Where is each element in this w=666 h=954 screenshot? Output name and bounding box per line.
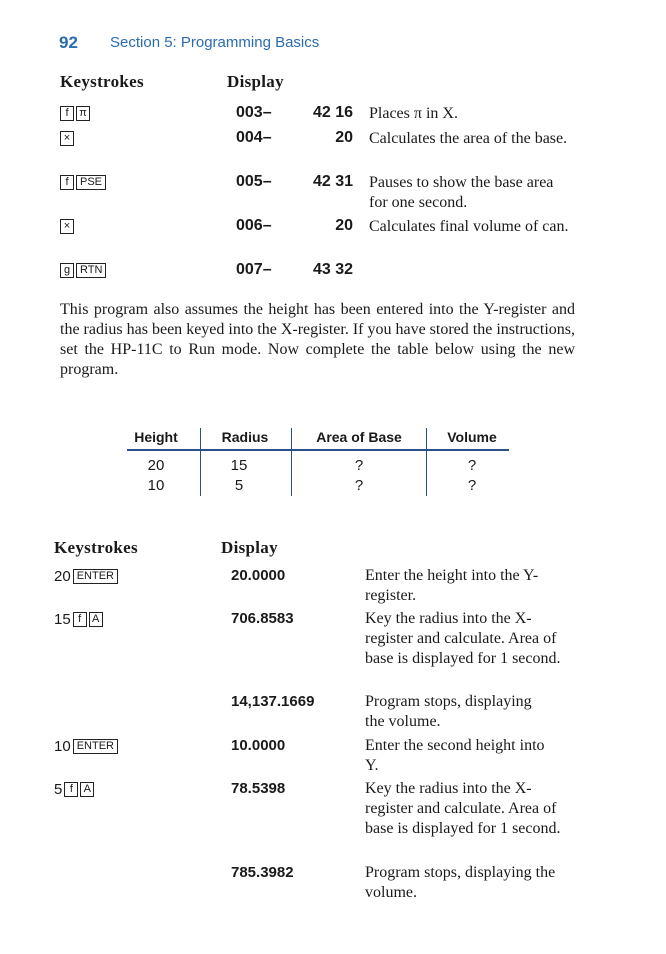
- cell-area: ?: [354, 457, 364, 474]
- program-step: 005–: [236, 173, 272, 190]
- display-heading: Display: [227, 72, 284, 91]
- program-step: 006–: [236, 217, 272, 234]
- step-description: Places π in X.: [369, 105, 458, 122]
- key-code: 42 31: [312, 173, 353, 190]
- header-volume: Volume: [447, 429, 497, 445]
- keystroke-row: [54, 610, 103, 628]
- keystroke-row: [60, 261, 106, 279]
- f-key: f: [60, 175, 74, 190]
- cell-volume: ?: [467, 457, 477, 474]
- display-value: 14,137.1669: [231, 693, 315, 710]
- cell-radius: 15: [230, 457, 248, 474]
- display-value: 20.0000: [231, 567, 286, 584]
- header-area: Area of Base: [316, 429, 402, 445]
- rtn-key: RTN: [76, 263, 106, 278]
- enter-key: ENTER: [73, 569, 118, 584]
- key-code: 20: [335, 129, 353, 146]
- step-description: Calculates the area of the base.: [369, 130, 568, 147]
- enter-key: ENTER: [73, 739, 118, 754]
- keystroke-row: [54, 567, 118, 585]
- a-key: A: [80, 782, 94, 797]
- program-step: 003–: [236, 104, 272, 121]
- cell-volume: ?: [467, 477, 477, 494]
- f-key: f: [64, 782, 78, 797]
- program-step: 007–: [236, 261, 272, 278]
- section-title: Section 5: Programming Basics: [110, 34, 320, 51]
- key-code: 43 32: [312, 261, 353, 278]
- keystroke-row: [54, 780, 94, 798]
- step-description: Program stops, displaying the volume.: [365, 864, 556, 901]
- display-heading-2: Display: [221, 538, 278, 557]
- multiply-key: ×: [60, 219, 74, 234]
- g-key: g: [60, 263, 74, 278]
- header-height: Height: [134, 429, 178, 445]
- f-key: f: [60, 106, 74, 121]
- keystroke-row: [60, 129, 74, 147]
- number-entry: 15: [54, 610, 71, 628]
- cell-area: ?: [354, 477, 364, 494]
- program-step: 004–: [236, 129, 272, 146]
- step-description: Program stops, displaying the volume.: [365, 693, 532, 730]
- step-description: Key the radius into the X-register and calculate. Area of base is displayed for 1 second.: [365, 610, 561, 667]
- step-description: Enter the second height into Y.: [365, 737, 545, 774]
- step-description: Calculates final volume of can.: [369, 218, 569, 235]
- multiply-key: ×: [60, 131, 74, 146]
- f-key: f: [73, 612, 87, 627]
- a-key: A: [89, 612, 103, 627]
- page-number: 92: [59, 33, 78, 52]
- table-rule: [127, 449, 509, 451]
- keystroke-row: [60, 173, 106, 191]
- keystroke-row: [60, 217, 74, 235]
- display-value: 10.0000: [231, 737, 286, 754]
- keystrokes-heading: Keystrokes: [60, 72, 144, 91]
- pse-key: PSE: [76, 175, 106, 190]
- number-entry: 5: [54, 780, 63, 798]
- header-radius: Radius: [221, 429, 269, 445]
- instruction-paragraph: This program also assumes the height has been entered into the Y-register and the radius has been keyed into the X-register. If you have stored the instructions, set the HP-11C to Run mode. Now complete the table below using the new program.: [60, 301, 575, 378]
- key-code: 42 16: [312, 104, 353, 121]
- number-entry: 20: [54, 567, 71, 585]
- cell-radius: 5: [234, 477, 244, 494]
- keystroke-row: [60, 104, 90, 122]
- pi-key: π: [76, 106, 90, 121]
- number-entry: 10: [54, 737, 71, 755]
- cell-height: 10: [147, 477, 165, 494]
- keystroke-row: [54, 737, 118, 755]
- display-value: 785.3982: [231, 864, 294, 881]
- keystrokes-heading-2: Keystrokes: [54, 538, 138, 557]
- display-value: 78.5398: [231, 780, 286, 797]
- values-table: [127, 428, 509, 498]
- cell-height: 20: [147, 457, 165, 474]
- step-description: Key the radius into the X-register and calculate. Area of base is displayed for 1 second.: [365, 780, 561, 837]
- step-description: Pauses to show the base area for one second.: [369, 174, 554, 211]
- step-description: Enter the height into the Y-register.: [365, 567, 539, 604]
- display-value: 706.8583: [231, 610, 294, 627]
- key-code: 20: [335, 217, 353, 234]
